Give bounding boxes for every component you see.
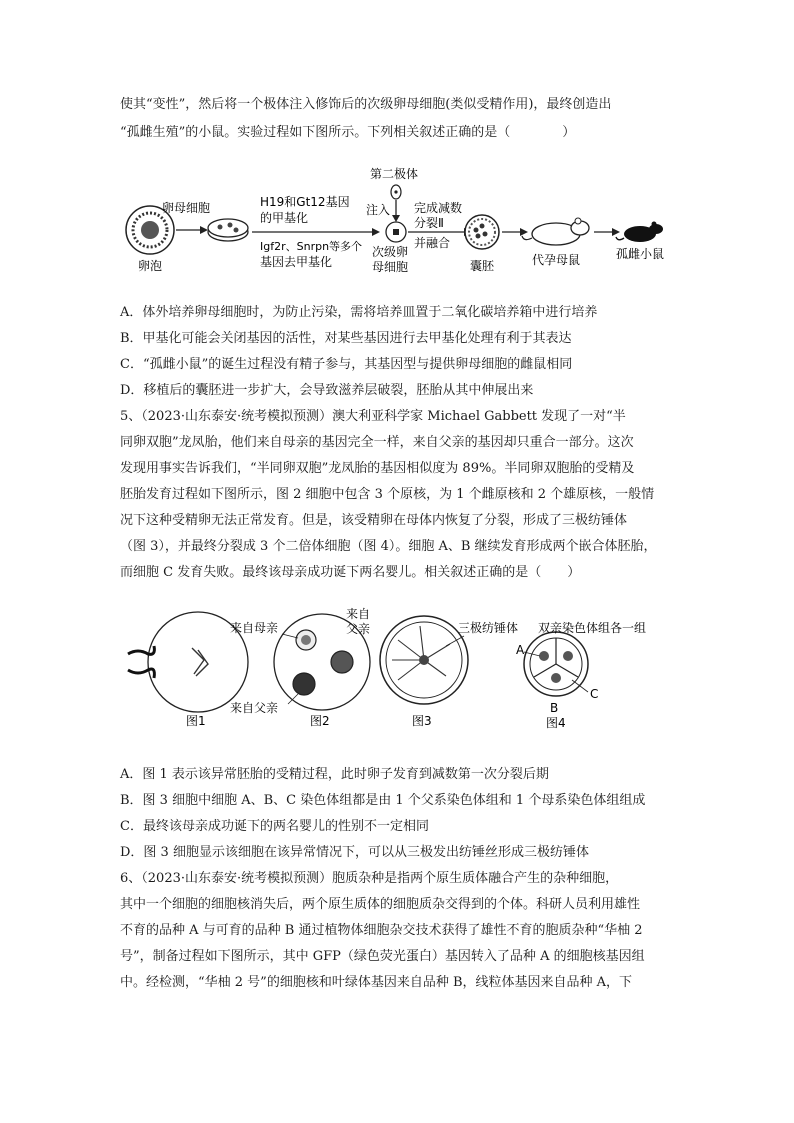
fig2-caption: 图2 [310,714,330,728]
mouse-label: 孤雌小鼠 [615,247,665,261]
q5-option-d: D．图 3 细胞显示该细胞在该异常情况下，可以从三极发出纺锤丝形成三极纺锤体 [120,845,589,860]
secondary-oocyte-icon [386,222,406,242]
demethylation-label: 基因去甲基化 [260,255,333,269]
q4-option-a: A．体外培养卵母细胞时，为防止污染，需将培养皿置于二氧化碳培养箱中进行培养 [120,305,598,320]
methylation-label: 的甲基化 [260,211,309,225]
q4-option-c: C．“孤雌小鼠”的诞生过程没有精子参与，其基因型与提供卵母细胞的雌鼠相同 [120,357,573,372]
q5-option-a: A．图 1 表示该异常胚胎的受精过程，此时卵子发育到减数第一次分裂后期 [120,767,549,782]
intro-line-2: “孤雌生殖”的小鼠。实验过程如下图所示。下列相关叙述正确的是（ ） [120,125,576,140]
diploid-label: 双亲染色体组各一组 [538,621,647,635]
secondary-oocyte-label-1: 次级卵 [372,245,409,259]
division-2-label: 分裂Ⅱ [414,216,444,230]
fig3-caption: 图3 [412,714,432,728]
q5-line-1: 5、（2023·山东泰安·统考模拟预测）澳大利亚科学家 Michael Gabbett 发现了一对“半 [120,409,626,424]
q4-option-d: D．移植后的囊胚进一步扩大，会导致滋养层破裂，胚胎从其中伸展出来 [120,383,534,398]
fuse-label: 并融合 [414,236,451,250]
q5-option-b: B．图 3 细胞中细胞 A、B、C 染色体组都是由 1 个父系染色体组和 1 个母系染色体组组成 [120,793,646,808]
q5-line-6: （图 3），并最终分裂成 3 个二倍体细胞（图 4）。细胞 A、B 继续发育形成两个嵌合体胚胎， [120,539,657,554]
fig4-cell-icon [524,632,588,696]
follicle-label: 卵泡 [137,259,163,273]
polar-body-label: 第二极体 [370,167,419,181]
surrogate-label: 代孕母鼠 [531,253,581,267]
parthenogenetic-mouse-icon [616,222,663,243]
label-b: B [550,701,559,715]
inject-label: 注入 [366,203,391,217]
q5-line-5: 况下这种受精卵无法正常发育。但是，该受精卵在母体内恢复了分裂，形成了三极纺锤体 [120,513,628,528]
secondary-oocyte-label-2: 母细胞 [372,260,409,274]
q5-line-4: 胚胎发育过程如下图所示，图 2 细胞中包含 3 个原核，为 1 个雌原核和 2 个雄原核，一般情 [120,487,655,502]
q5-line-3: 发现用事实告诉我们，“半同卵双胞”龙凤胎的基因相似度为 89%。半同卵双胞胎的受精及 [120,461,635,476]
figure-parthenogenesis-process [120,160,680,290]
from-mother-label: 来自母亲 [230,621,279,635]
q6-line-5: 中。经检测，“华柚 2 号”的细胞核和叶绿体基因来自品种 B，线粒体基因来自品种 A，下 [120,975,633,990]
blastocyst-icon [465,215,499,249]
culture-dish-icon [208,219,248,241]
from-father-top-label-1: 来自 [346,607,371,621]
fig3-cell-icon [380,616,468,704]
q6-line-3: 不育的品种 A 与可育的品种 B 通过植物体细胞杂交技术获得了雄性不育的胞质杂种“华柚 2 [120,923,643,938]
igf2r-label: Igf2r、Snrpn等多个 [260,240,363,253]
label-c: C [590,687,599,701]
from-father-bottom-label: 来自父亲 [230,701,279,715]
surrogate-mouse-icon [522,218,589,245]
from-father-top-label-2: 父亲 [346,622,371,636]
q5-option-c: C．最终该母亲成功诞下的两名婴儿的性别不一定相同 [120,819,429,834]
q4-option-b: B．甲基化可能会关闭基因的活性，对某些基因进行去甲基化处理有利于其表达 [120,331,572,346]
figure-half-identical-twins [120,600,680,740]
fig4-caption: 图4 [546,716,566,730]
intro-line-1: 使其“变性”，然后将一个极体注入修饰后的次级卵母细胞(类似受精作用)，最终创造出 [120,97,612,112]
h19-label: H19和Gt12基因 [260,195,350,209]
q5-line-2: 同卵双胞”龙凤胎，他们来自母亲的基因完全一样，来自父亲的基因却只重合一部分。这次 [120,435,634,450]
q6-line-4: 号”，制备过程如下图所示，其中 GFP（绿色荧光蛋白）基因转入了品种 A 的细胞核基因组 [120,949,645,964]
q5-line-7: 而细胞 C 发育失败。最终该母亲成功诞下两名婴儿。相关叙述正确的是（ ） [120,565,581,580]
fig1-caption: 图1 [186,714,206,728]
complete-meiosis-label: 完成减数 [414,201,463,215]
tripolar-spindle-label: 三极纺锤体 [458,621,519,635]
q6-line-2: 其中一个细胞的细胞核消失后，两个原生质体的细胞质杂交得到的个体。科研人员利用雄性 [120,897,641,912]
q6-line-1: 6、（2023·山东泰安·统考模拟预测）胞质杂种是指两个原生质体融合产生的杂种细胞， [120,871,619,886]
oocyte-label: 卵母细胞 [162,201,211,215]
label-a: A [516,643,525,657]
blastocyst-label: 囊胚 [469,259,495,273]
polar-body-icon [391,185,401,199]
